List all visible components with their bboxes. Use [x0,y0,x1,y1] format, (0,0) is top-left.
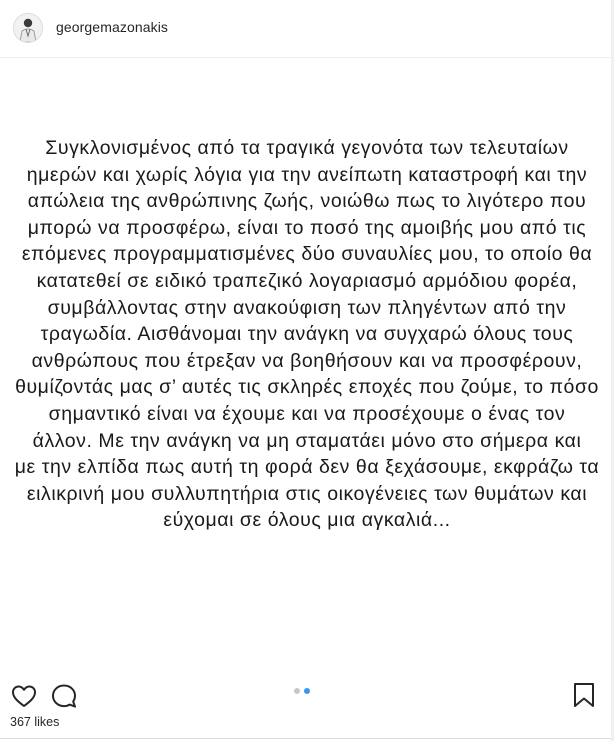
avatar-image [14,14,42,42]
profile-avatar-icon[interactable] [13,13,43,43]
post-actions-bar [0,670,611,720]
comment-bubble-icon[interactable] [50,682,78,710]
username-link[interactable]: georgemazonakis [56,19,169,35]
carousel-dot-2-active[interactable] [304,688,310,694]
post-header [0,0,611,58]
heart-icon[interactable] [10,682,38,710]
carousel-dot-1[interactable] [294,688,300,694]
carousel-indicator [294,688,314,696]
bookmark-icon[interactable] [570,681,598,709]
likes-count[interactable]: 367 likes [10,715,60,729]
post-image [0,58,611,670]
post-image-text: Συγκλονισμένος από τα τραγικά γεγονότα των τελευταίων ημερών και χωρίς λόγια για την ανείπωτη καταστροφή και την απώλεια της ανθρώπινης ζωής, νοιώθω πως το λιγότερο που μπορώ να προσφέρω, είναι το ποσό της αμοιβής μου από τις επόμενες προγραμματισμένες δύο συναυλίες μου, το οποίο θα κατατεθεί σε ειδικό τραπεζικό λογαριασμό αρμόδιου φορέα, συμβάλλοντας στην ανακούφιση των πληγέντων από την τραγωδία. Αισθάνομαι την ανάγκη να συγχαρώ όλους τους ανθρώπους που έτρεξαν να βοηθήσουν και να προσφέρουν, θυμίζοντάς μας σ’ αυτές τις σκληρές εποχές που ζούμε, το πόσο σημαντικό είναι να έχουμε και να προσέχουμε ο ένας τον άλλον. Με την ανάγκη να μη σταματάει μόνο στο σήμερα και με την ελπίδα πως αυτή τη φορά δεν θα ξεχάσουμε, εκφράζω τα ειλικρινή μου συλλυπητήρια στις οικογένειες των θυμάτων και εύχομαι σε όλους μια αγκαλιά... [14,137,600,532]
